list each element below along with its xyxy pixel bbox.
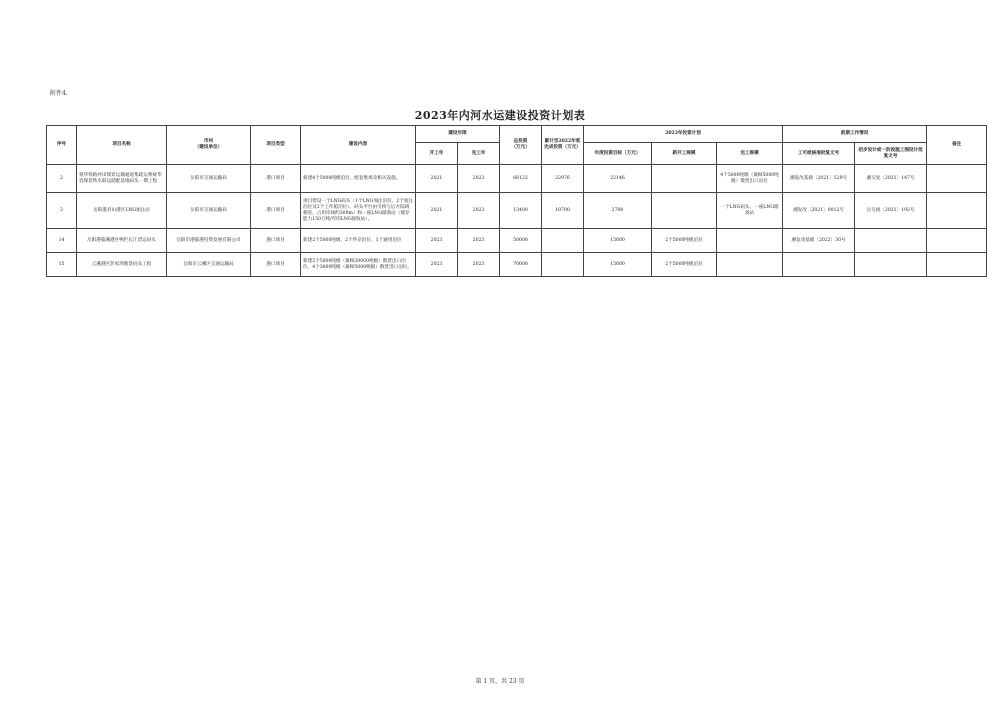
header-design-doc: 初步设计或一阶段施工图设计批复文号: [855, 143, 927, 165]
header-construction-years: 建设年限: [416, 126, 500, 143]
cell-design: [855, 229, 927, 253]
header-completed-scale: 完工规模: [717, 143, 783, 165]
header-feasibility-doc: 工可或核准批复文号: [783, 143, 855, 165]
cell-unit: 岳阳市云溪区交通运输局: [167, 253, 251, 277]
cell-end: 2023: [458, 229, 500, 253]
cell-unit: 岳阳市港临港投资发展有限公司: [167, 229, 251, 253]
cell-cumulative: [542, 253, 584, 277]
cell-completed: [717, 253, 783, 277]
header-content: 建设内容: [301, 126, 416, 165]
table-row: [47, 193, 987, 229]
header-preliminary-work: 前期工作情况: [783, 126, 927, 143]
cell-end: 2023: [458, 193, 500, 229]
header-city-unit: 市州 （建设单位）: [167, 126, 251, 165]
cell-end: 2023: [458, 165, 500, 193]
cell-cumulative: [542, 229, 584, 253]
cell-unit: 岳阳市交通运输局: [167, 165, 251, 193]
cell-total: 70000: [500, 253, 542, 277]
cell-seq: 3: [47, 193, 77, 229]
cell-completed: 4个5000吨级（兼顾5000吨级）散货出口泊位: [717, 165, 783, 193]
cell-project-name: 蒙华铁路坪田煤炭运输通道集疏运系统华容煤炭铁水联运储配基地码头一期工程: [77, 165, 167, 193]
cell-start: 2021: [416, 165, 458, 193]
cell-start: 2021: [416, 193, 458, 229]
cell-total: 50000: [500, 229, 542, 253]
cell-start: 2023: [416, 229, 458, 253]
cell-remarks: [927, 229, 987, 253]
cell-seq: 2: [47, 165, 77, 193]
cell-content: 新建2个5000吨级（兼顾20000吨级）散货出口泊位，4个3000吨级（兼顾5000吨级）散货进口泊位。: [301, 253, 416, 277]
cell-new-scale: 2个5000吨级泊位: [652, 253, 717, 277]
investment-plan-table: [46, 125, 987, 277]
table-row: [47, 165, 987, 193]
cell-total: 66122: [500, 165, 542, 193]
cell-annual: 15000: [584, 229, 652, 253]
cell-project-name: 岳阳港临湘港区鸭栏长江货运码头: [77, 229, 167, 253]
cell-content: 新建2个5000吨级、2个件杂泊位，1个通用泊位: [301, 229, 416, 253]
cell-total: 13400: [500, 193, 542, 229]
cell-feasibility: [783, 253, 855, 277]
header-start-year: 开工年: [416, 143, 458, 165]
cell-feasibility: 湘发改基础〔2022〕30号: [783, 229, 855, 253]
cell-content: 项目建设一个LNG码头（1个LNG加注泊位，2个加注泊位及2个工作船泊位）、码头平台由引桥与后方陆域相连，占用岸线约300m）和一座LNG储备站（储存能力150万吨/年的LNG接收站）。: [301, 193, 416, 229]
header-project-name: 项目名称: [77, 126, 167, 165]
cell-remarks: [927, 253, 987, 277]
cell-content: 新建4个5000吨级泊位，配套堆场及相关设施。: [301, 165, 416, 193]
header-annual-target: 年度投资目标（万元）: [584, 143, 652, 165]
table-row: [47, 253, 987, 277]
header-cumulative-2022: 累计至2022年底完成投资（万元）: [542, 126, 584, 165]
cell-design: 岳交函〔2021〕192号: [855, 193, 927, 229]
cell-design: 湘交复〔2021〕147号: [855, 165, 927, 193]
cell-start: 2023: [416, 253, 458, 277]
cell-project-name: 云溪港区彭家湾散货码头工程: [77, 253, 167, 277]
header-seq: 序号: [47, 126, 77, 165]
cell-cumulative: 10700: [542, 193, 584, 229]
cell-new-scale: 2个5000吨级泊位: [652, 229, 717, 253]
cell-type: 港口项目: [251, 193, 301, 229]
cell-unit: 岳阳市交通运输局: [167, 193, 251, 229]
header-remarks: 备注: [927, 126, 987, 165]
cell-new-scale: [652, 193, 717, 229]
cell-end: 2023: [458, 253, 500, 277]
header-project-type: 项目类型: [251, 126, 301, 165]
cell-seq: 15: [47, 253, 77, 277]
cell-cumulative: 22976: [542, 165, 584, 193]
header-plan-2023: 2023年投资计划: [584, 126, 783, 143]
cell-design: [855, 253, 927, 277]
cell-annual: 15000: [584, 253, 652, 277]
cell-completed: [717, 229, 783, 253]
table-row: [47, 229, 987, 253]
attachment-label: 附件4.: [50, 90, 68, 97]
cell-remarks: [927, 165, 987, 193]
cell-type: 港口项目: [251, 253, 301, 277]
cell-type: 港口项目: [251, 229, 301, 253]
header-total-investment: 总投资 （万元）: [500, 126, 542, 165]
cell-completed: 一个LNG码头、一座LNG储备站: [717, 193, 783, 229]
cell-annual: 2700: [584, 193, 652, 229]
page-footer: 第 1 页，共 23 页: [475, 678, 525, 685]
header-end-year: 完工年: [458, 143, 500, 165]
cell-feasibility: 湘发改基础〔2021〕529号: [783, 165, 855, 193]
cell-new-scale: [652, 165, 717, 193]
cell-annual: 22146: [584, 165, 652, 193]
cell-seq: 14: [47, 229, 77, 253]
header-new-scale: 新开工规模: [652, 143, 717, 165]
cell-feasibility: 湘发改〔2021〕0012号: [783, 193, 855, 229]
cell-remarks: [927, 193, 987, 229]
cell-type: 港口项目: [251, 165, 301, 193]
cell-project-name: 岳阳港君山港区LNG加注站: [77, 193, 167, 229]
page-title: 2023年内河水运建设投资计划表: [414, 109, 586, 122]
